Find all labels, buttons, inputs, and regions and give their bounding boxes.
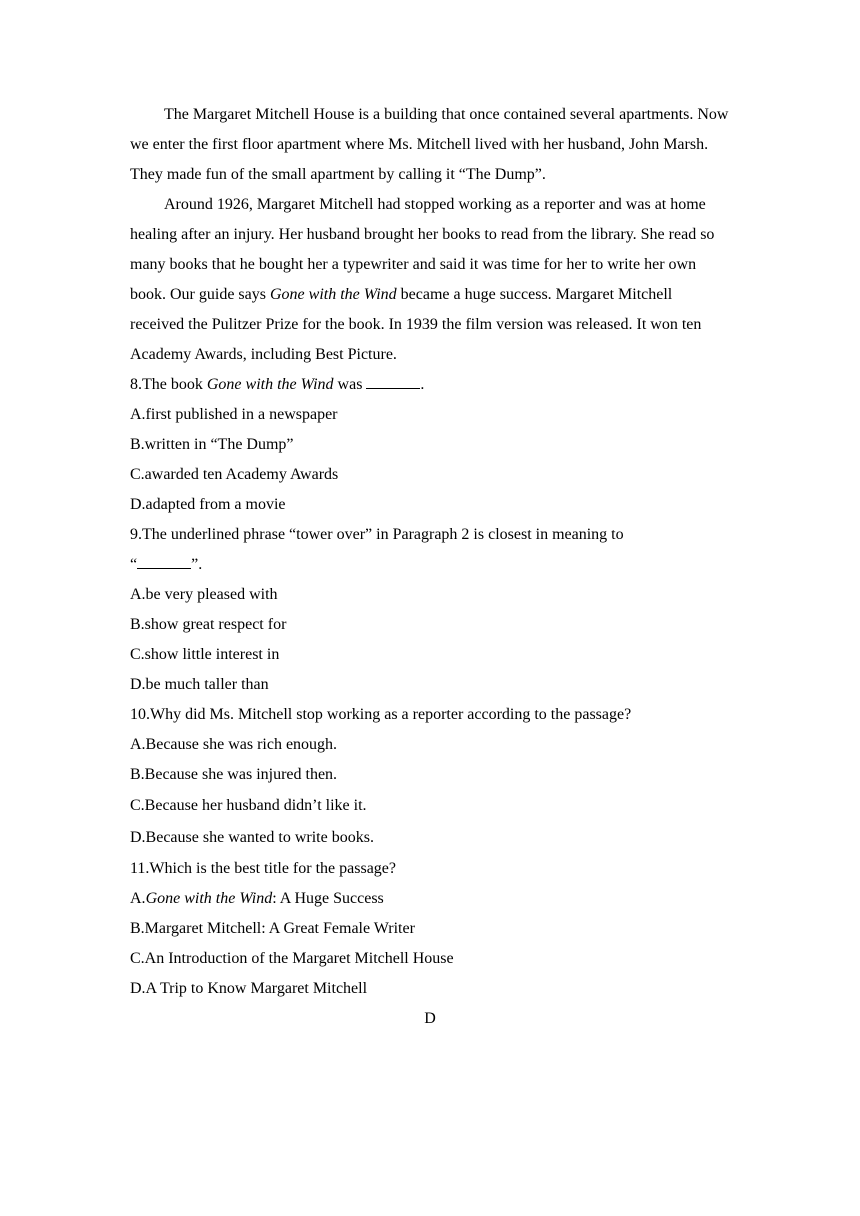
passage-paragraph-1: The Margaret Mitchell House is a building that once contained several apartments. Now we enter the first floor apartment where Ms. Mitchell lived with her husband, John Marsh. They made fun of the small apartment by calling it “The Dump”. xyxy=(130,106,729,183)
section-label: D xyxy=(424,1010,436,1027)
q8-suffix: was xyxy=(333,376,367,393)
q11-option-a-title: Gone with the Wind xyxy=(145,890,273,907)
q8-option-c[interactable]: C.awarded ten Academy Awards xyxy=(130,466,339,483)
q11-option-d[interactable]: D.A Trip to Know Margaret Mitchell xyxy=(130,980,368,997)
question-9-blank-line xyxy=(130,550,730,580)
q9-open-quote: “ xyxy=(130,556,138,573)
q8-option-a[interactable]: A.first published in a newspaper xyxy=(130,406,338,423)
question-8-stem xyxy=(130,370,730,400)
answer-blank xyxy=(137,554,191,569)
q11-option-b[interactable]: B.Margaret Mitchell: A Great Female Writer xyxy=(130,920,415,937)
question-10-stem: 10.Why did Ms. Mitchell stop working as a reporter according to the passage? xyxy=(130,706,632,723)
q8-prefix: 8.The book xyxy=(130,376,207,393)
q11-option-a[interactable] xyxy=(130,884,730,914)
q10-option-d[interactable]: D.Because she wanted to write books. xyxy=(130,829,374,846)
q8-book-title: Gone with the Wind xyxy=(206,376,334,393)
q11-option-a-letter: A. xyxy=(130,890,146,907)
q8-option-b[interactable]: B.written in “The Dump” xyxy=(130,436,294,453)
passage-paragraph-2 xyxy=(130,190,730,370)
question-9-stem: 9.The underlined phrase “tower over” in Paragraph 2 is closest in meaning to xyxy=(130,526,624,543)
q11-option-c[interactable]: C.An Introduction of the Margaret Mitchell House xyxy=(130,950,454,967)
q9-option-d[interactable]: D.be much taller than xyxy=(130,676,269,693)
document-body xyxy=(130,100,730,1034)
q10-option-a[interactable]: A.Because she was rich enough. xyxy=(130,736,338,753)
q10-option-b[interactable]: B.Because she was injured then. xyxy=(130,766,338,783)
q9-option-b[interactable]: B.show great respect for xyxy=(130,616,287,633)
answer-blank xyxy=(366,374,420,389)
q11-option-a-rest: : A Huge Success xyxy=(272,890,384,907)
book-title: Gone with the Wind xyxy=(269,286,397,303)
question-11-stem: 11.Which is the best title for the passage? xyxy=(130,860,396,877)
q9-option-c[interactable]: C.show little interest in xyxy=(130,646,280,663)
q10-option-c[interactable]: C.Because her husband didn’t like it. xyxy=(130,797,367,814)
q9-option-a[interactable]: A.be very pleased with xyxy=(130,586,278,603)
q9-close-quote: ”. xyxy=(191,556,203,573)
q8-option-d[interactable]: D.adapted from a movie xyxy=(130,496,286,513)
paragraph-2-text-a: Around 1926, Margaret Mitchell had stopped working as a reporter and was at home healing after an injury. Her husband brought her books to read from the library. She read so many books that he bought her a typewriter and said it was time for her to write her own book. Our guide says xyxy=(130,196,715,303)
paragraph-2-text-b: became a huge success. Margaret Mitchell received the Pulitzer Prize for the book. In 1939 the film version was released. It won ten Academy Awards, including Best Picture. xyxy=(130,286,702,363)
q8-end: . xyxy=(420,376,425,393)
